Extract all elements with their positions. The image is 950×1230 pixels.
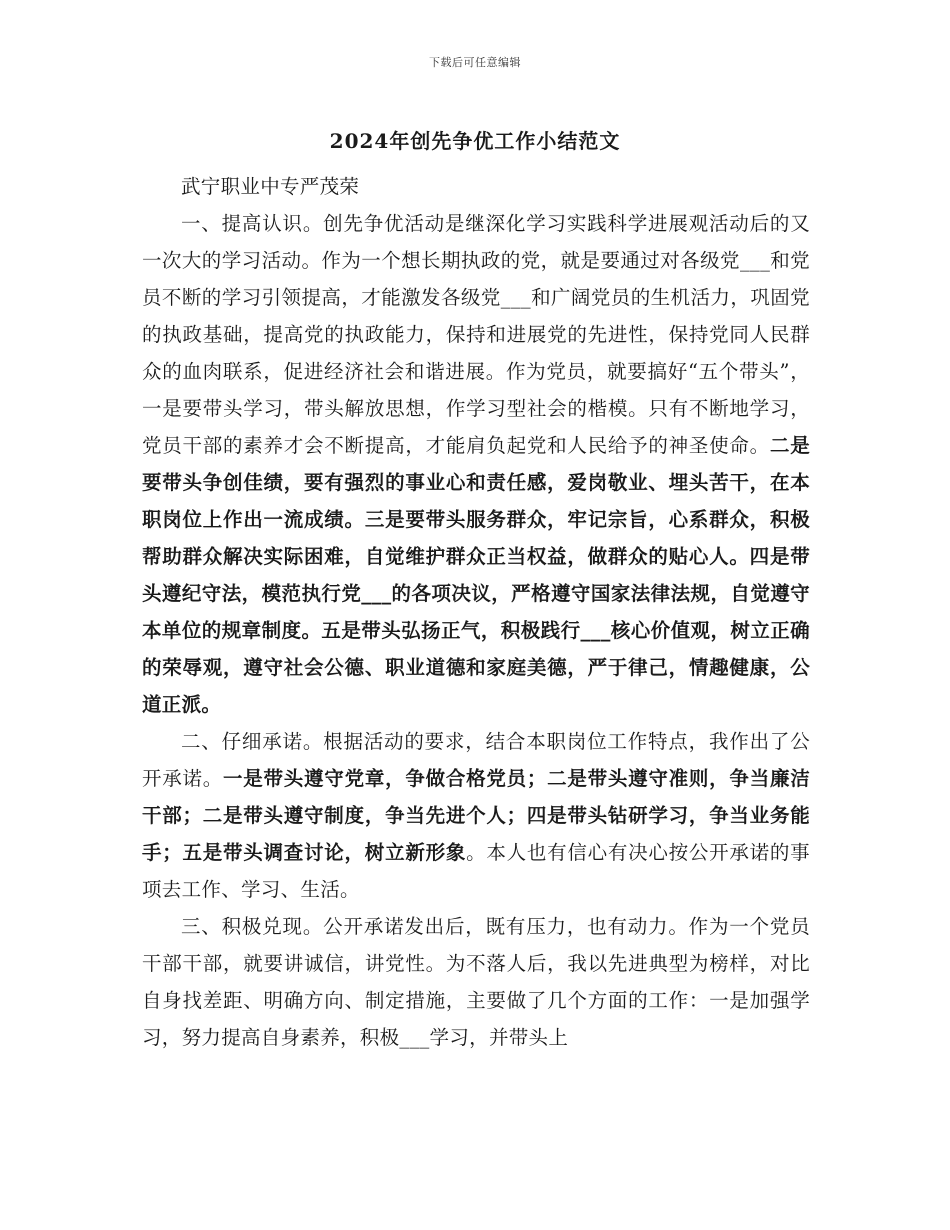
paragraph-3 [142,908,810,1056]
paragraph-2 [142,723,810,908]
header-note: 下载后可任意编辑 [429,56,521,69]
paragraph-2-tail-text: 。本人也有信心有决心按公开承诺的事项去工作、学习、生活。 [142,841,810,901]
paragraph-2-text: 二、仔细承诺。根据活动的要求，结合本职岗位工作特点，我作出了公开承诺。 [142,730,810,790]
paragraph-2-bold-text: 一是带头遵守党章，争做合格党员；二是带头遵守准则，争当廉洁干部；二是带头遵守制度，争当先进个人；四是带头钻研学习，争当业务能手；五是带头调查讨论，树立新形象 [142,767,811,864]
paragraph-3-text: 三、积极兑现。公开承诺发出后，既有压力，也有动力。作为一个党员干部干部，就要讲诚信，讲党性。为不落人后，我以先进典型为榜样，对比自身找差距、明确方向、制定措施，主要做了几个方面的工作：一是加强学习，努力提高自身素养，积极___学习，并带头上 [142,915,810,1049]
document-body [142,168,810,1056]
document-title: 2024年创先争优工作小结范文 [329,129,621,153]
paragraph-1 [142,205,810,723]
paragraph-1-bold-text: 二是要带头争创佳绩，要有强烈的事业心和责任感，爱岗敬业、埋头苦干，在本职岗位上作出一流成绩。三是要带头服务群众，牢记宗旨，心系群众，积极帮助群众解决实际困难，自觉维护群众正当权益，做群众的贴心人。四是带头遵纪守法，模范执行党___的各项决议，严格遵守国家法律法规，自觉遵守本单位的规章制度。五是带头弘扬正气，积极践行___核心价值观，树立正确的荣辱观，遵守社会公德、职业道德和家庭美德，严于律己，情趣健康，公道正派。 [142,434,810,716]
paragraph-1-text: 一、提高认识。创先争优活动是继深化学习实践科学进展观活动后的又一次大的学习活动。作为一个想长期执政的党，就是要通过对各级党___和党员不断的学习引领提高，才能激发各级党___和广阔党员的生机活力，巩固党的执政基础，提高党的执政能力，保持和进展党的先进性，保持党同人民群众的血肉联系，促进经济社会和谐进展。作为党员，就要搞好“五个带头”，一是要带头学习，带头解放思想，作学习型社会的楷模。只有不断地学习，党员干部的素养才会不断提高，才能肩负起党和人民给予的神圣使命。 [142,212,810,457]
author-line: 武宁职业中专严茂荣 [181,175,360,198]
